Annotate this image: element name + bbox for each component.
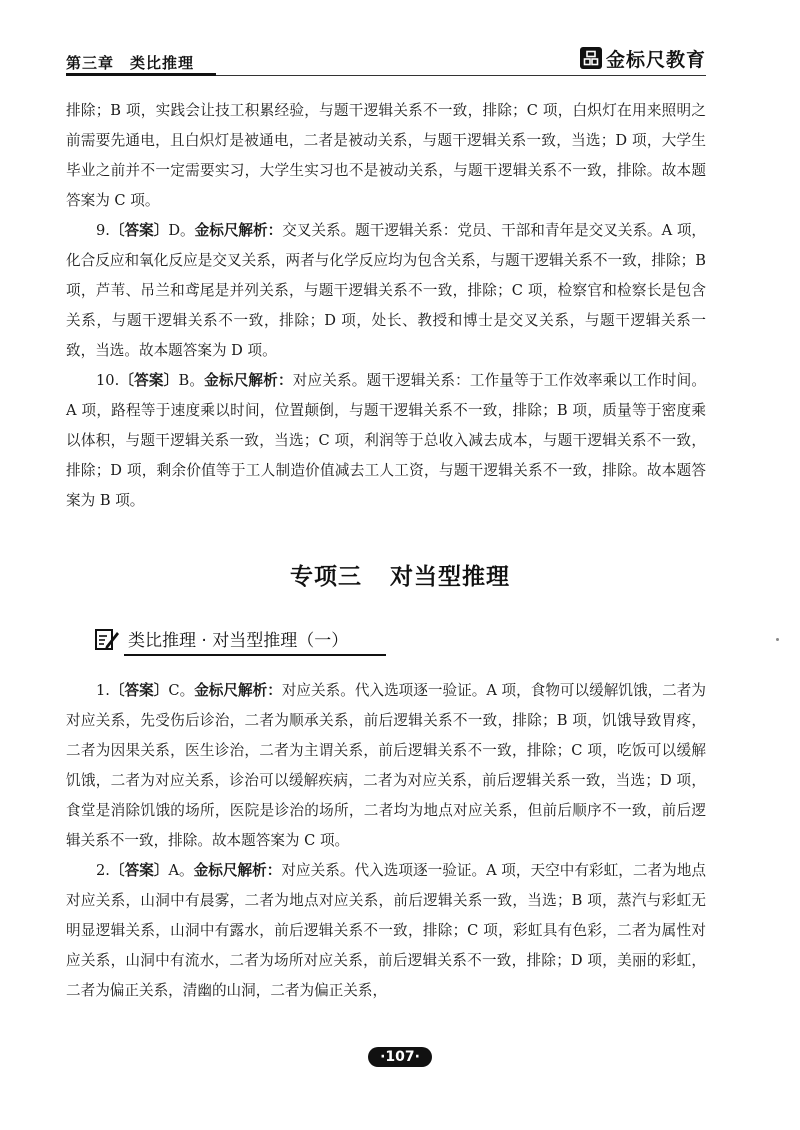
answer-section-2	[66, 676, 706, 1006]
subheading-underline	[124, 654, 386, 656]
answer-9	[66, 216, 706, 366]
margin-mark	[776, 638, 779, 641]
section-title-part2: 对当型推理	[390, 564, 510, 590]
page-header	[66, 44, 706, 76]
chapter-title: 第三章 类比推理	[66, 54, 195, 72]
answer-section-1	[66, 96, 706, 516]
analysis-label: 金标尺解析：	[193, 862, 282, 879]
answer-tag: 〔答案〕	[109, 682, 169, 699]
analysis-label: 金标尺解析：	[204, 372, 293, 389]
answer-10	[66, 366, 706, 516]
analysis-label: 金标尺解析：	[194, 222, 283, 239]
analysis-text: 交叉关系。题干逻辑关系：党员、干部和青年是交叉关系。A 项，化合反应和氧化反应是交叉关系，两者与化学反应均为包含关系，与题干逻辑关系不一致，排除；B 项，芦苇、吊兰和鸢尾是并列关系，与题干逻辑关系不一致，排除；C 项，检察官和检察长是包含关系，与题干逻辑关系不一致，排除；D 项，处长、教授和博士是交叉关系，与题干逻辑关系一致，当选。故本题答案为 D 项。	[66, 222, 707, 359]
question-number: 1.	[96, 682, 110, 699]
note-edit-icon	[94, 626, 120, 652]
answer-letter: C。	[168, 682, 195, 699]
answer-letter: A。	[168, 862, 194, 879]
page-number-label: ·107·	[368, 1047, 432, 1067]
answer-1	[66, 676, 706, 856]
header-rule-thick	[66, 73, 216, 76]
answer-tag: 〔答案〕	[109, 222, 169, 239]
paragraph-continuation: 排除；B 项，实践会让技工积累经验，与题干逻辑关系不一致，排除；C 项，白炽灯在用来照明之前需要先通电，且白炽灯是被通电，二者是被动关系，与题干逻辑关系一致，当选；D 项，大学生毕业之前并不一定需要实习，大学生实习也不是被动关系，与题干逻辑关系不一致，排除。故本题答案为 C 项。	[66, 102, 706, 209]
question-number: 10.	[96, 372, 120, 389]
section-title-part1: 专项三	[290, 564, 362, 590]
page-number	[360, 1044, 440, 1070]
analysis-text: 对应关系。代入选项逐一验证。A 项，天空中有彩虹，二者为地点对应关系，山洞中有晨雾，二者为地点对应关系，前后逻辑关系一致，当选；B 项，蒸汽与彩虹无明显逻辑关系，山洞中有露水，前后逻辑关系不一致，排除；C 项，彩虹具有色彩，二者为属性对应关系，山洞中有流水，二者为场所对应关系，前后逻辑关系不一致，排除；D 项，美丽的彩虹，二者为偏正关系，清幽的山洞，二者为偏正关系，	[66, 862, 706, 999]
answer-tag: 〔答案〕	[109, 862, 169, 879]
subheading	[94, 624, 394, 656]
answer-letter: D。	[168, 222, 195, 239]
brand-logo-icon	[580, 47, 602, 69]
brand-name: 金标尺教育	[605, 48, 706, 71]
answer-tag: 〔答案〕	[119, 372, 179, 389]
section-title	[0, 558, 800, 591]
analysis-label: 金标尺解析：	[194, 682, 282, 699]
question-number: 2.	[96, 862, 110, 879]
header-rule-thin	[216, 75, 706, 76]
brand-logo-block	[580, 44, 706, 72]
analysis-text: 对应关系。题干逻辑关系：工作量等于工作效率乘以工作时间。A 项，路程等于速度乘以时间，位置颠倒，与题干逻辑关系不一致，排除；B 项，质量等于密度乘以体积，与题干逻辑关系一致，当选；C 项，利润等于总收入减去成本，与题干逻辑关系不一致，排除；D 项，剩余价值等于工人制造价值减去工人工资，与题干逻辑关系不一致，排除。故本题答案为 B 项。	[66, 372, 706, 509]
analysis-text: 对应关系。代入选项逐一验证。A 项，食物可以缓解饥饿，二者为对应关系，先受伤后诊治，二者为顺承关系，前后逻辑关系不一致，排除；B 项，饥饿导致胃疼，二者为因果关系，医生诊治，二者为主谓关系，前后逻辑关系不一致，排除；C 项，吃饭可以缓解饥饿，二者为对应关系，诊治可以缓解疾病，二者为对应关系，前后逻辑关系一致，当选；D 项，食堂是消除饥饿的场所，医院是诊治的场所，二者均为地点对应关系，但前后顺序不一致，前后逻辑关系不一致，排除。故本题答案为 C 项。	[66, 682, 706, 849]
subheading-label: 类比推理 · 对当型推理（一）	[128, 631, 349, 651]
question-number: 9.	[96, 222, 110, 239]
answer-2	[66, 856, 706, 1006]
answer-letter: B。	[178, 372, 205, 389]
